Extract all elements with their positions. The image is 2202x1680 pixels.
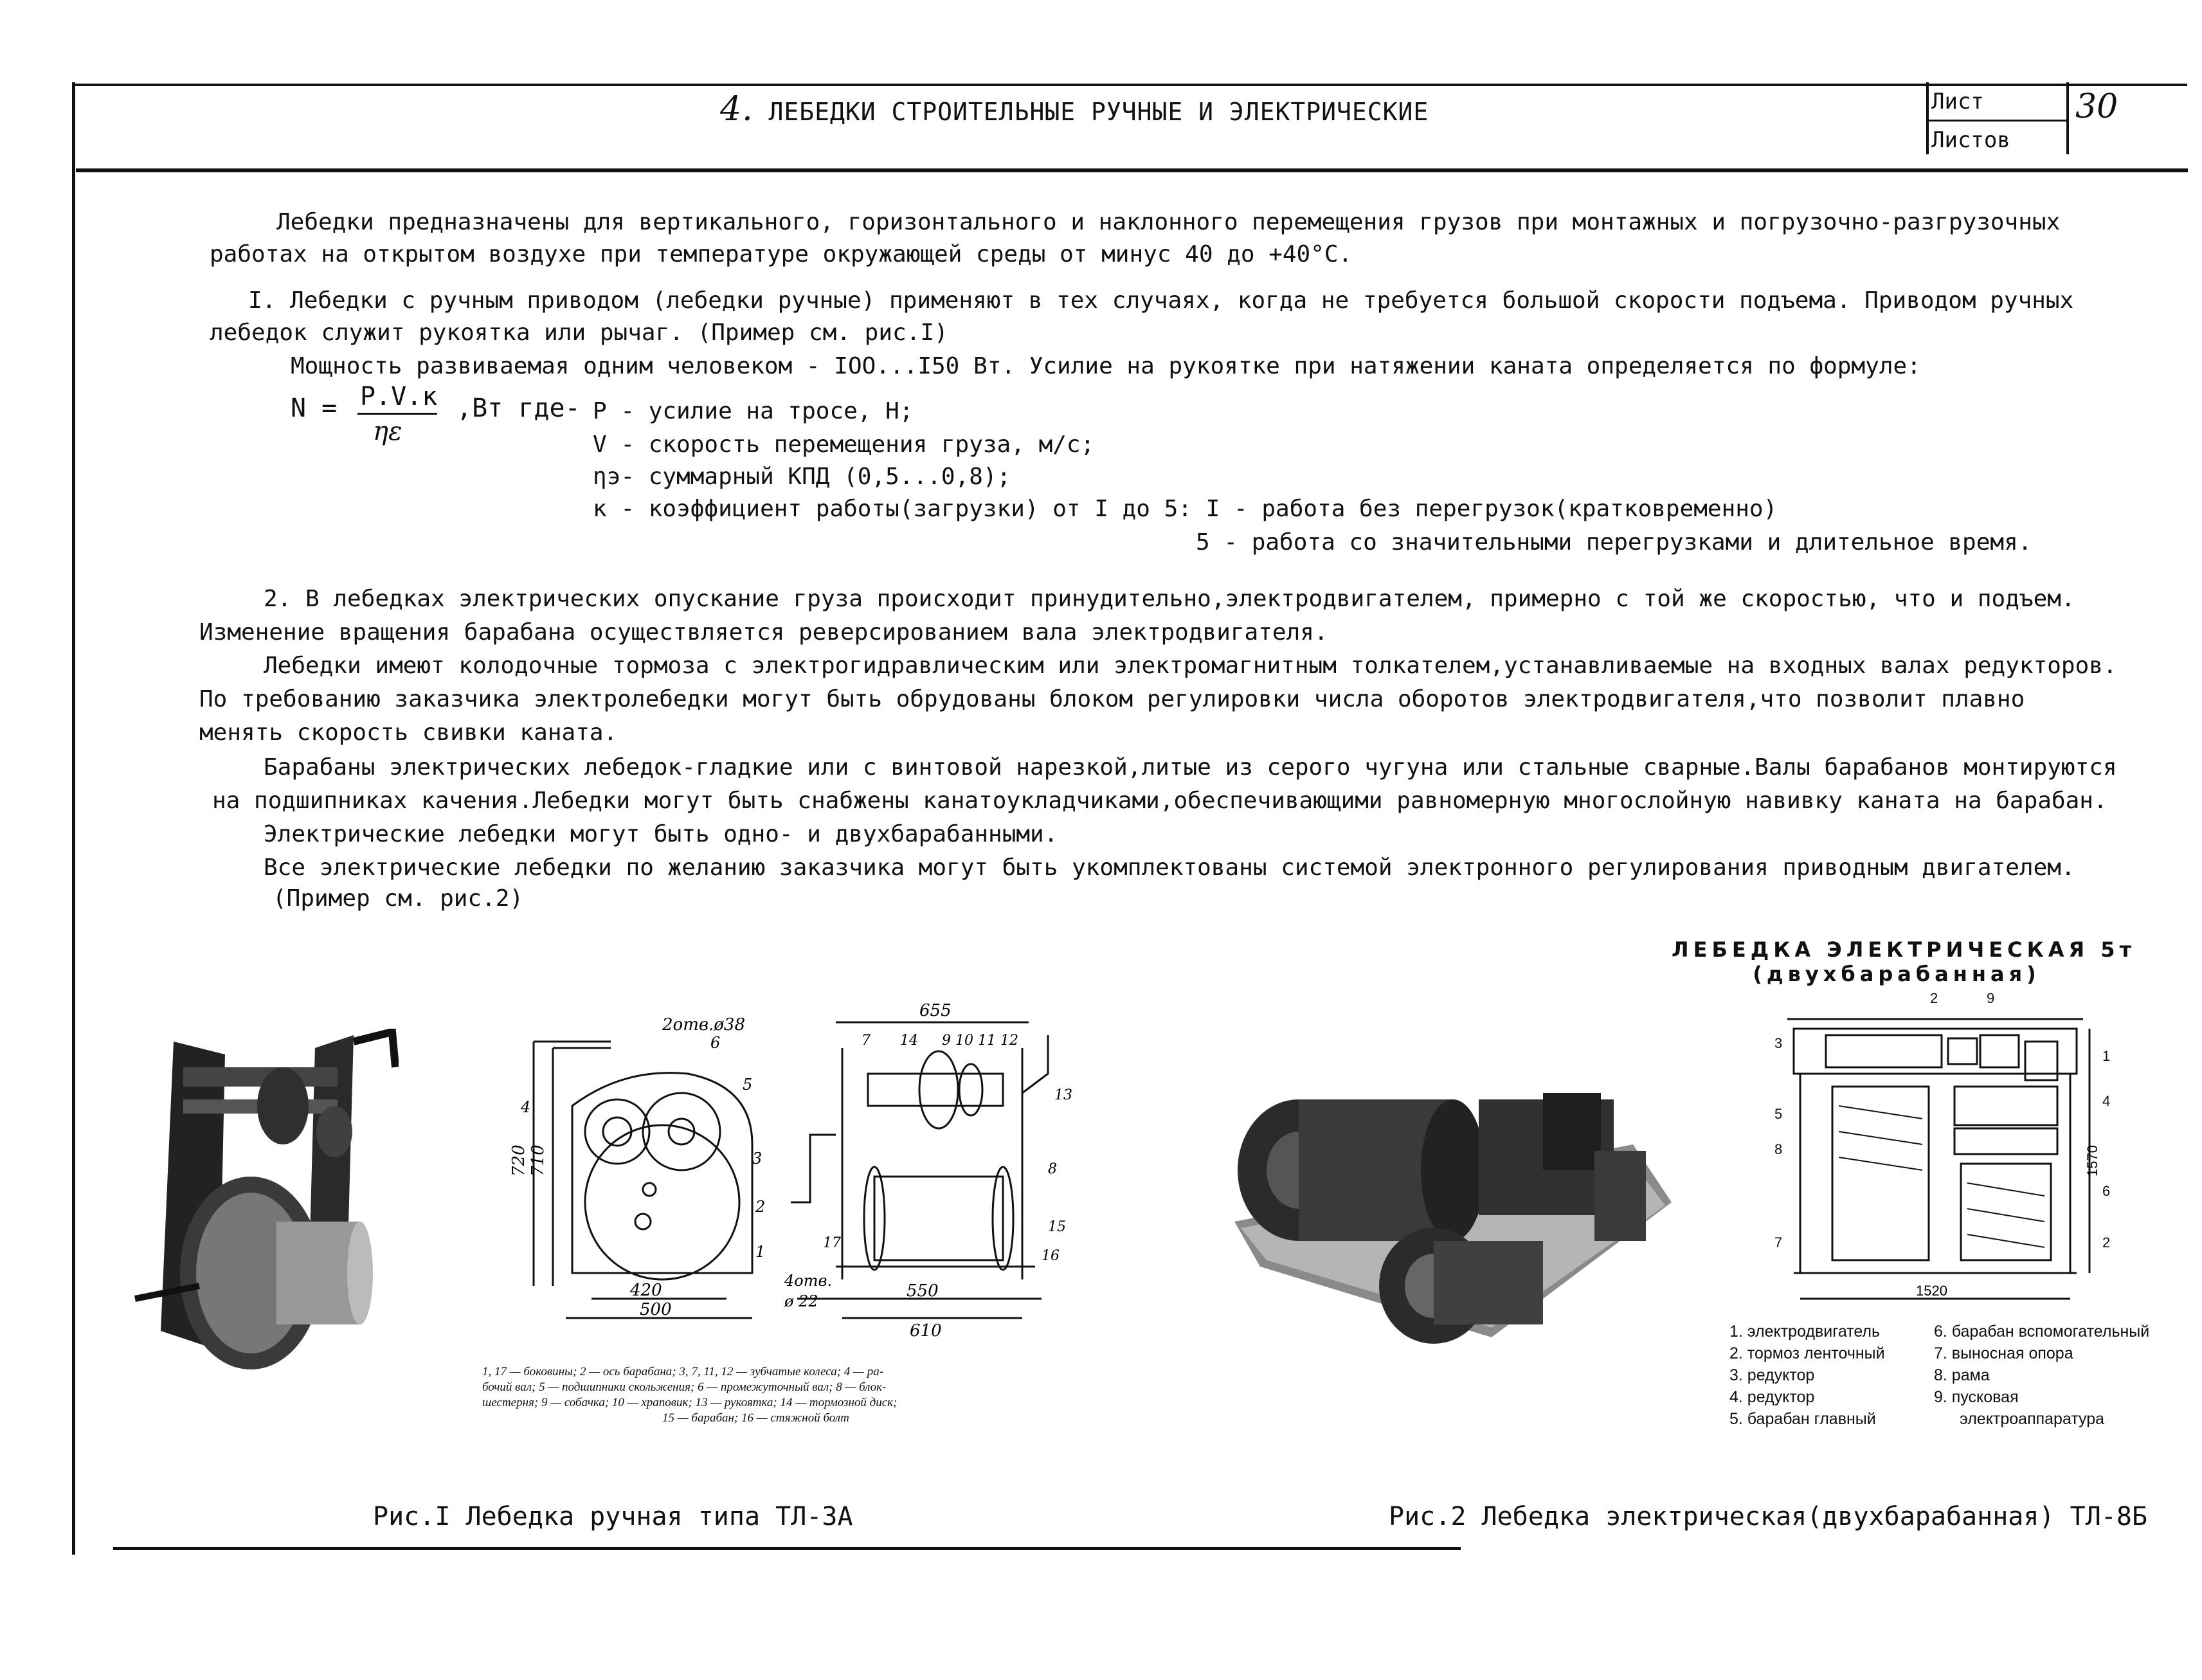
legend-item: 6. барабан вспомогательный	[1934, 1323, 2150, 1341]
svg-text:9 10 11 12: 9 10 11 12	[942, 1033, 1018, 1049]
hand-winch-front-drawing	[772, 997, 1093, 1344]
dim-1570: 1570	[2084, 1145, 2100, 1177]
header-rule	[76, 168, 2188, 172]
section2-line-2: Изменение вращения барабана осуществляется реверсированием вала электродвигателя.	[199, 619, 1328, 646]
section2-line-5: менять скорость свивки каната.	[199, 719, 618, 746]
svg-text:15: 15	[1048, 1219, 1066, 1235]
fig2-legend-right	[1934, 1321, 2149, 1430]
svg-text:6: 6	[710, 1034, 721, 1052]
sheet-label: Лист	[1931, 89, 1984, 114]
fig1-caption: Рис.I Лебедка ручная типа ТЛ-3А	[373, 1502, 853, 1531]
svg-text:16: 16	[1042, 1248, 1060, 1264]
fig2-title: ЛЕБЕДКА ЭЛЕКТРИЧЕСКАЯ 5т	[1672, 937, 2136, 962]
legend-item: 2. тормоз ленточный	[1729, 1344, 1885, 1362]
dim-610: 610	[910, 1321, 942, 1341]
svg-text:3: 3	[752, 1150, 763, 1168]
svg-text:6: 6	[2102, 1183, 2111, 1199]
fig2-caption: Рис.2 Лебедка электрическая(двухбарабанная) ТЛ-8Б	[1389, 1502, 2148, 1531]
legend-item: 9. пусковая	[1934, 1388, 2019, 1406]
electric-winch-photo	[1222, 1054, 1684, 1350]
section2-line-4: По требованию заказчика электролебедки могут быть обрудованы блоком регулировки числа оборотов электродвигателя,что позволит плавно	[199, 686, 2025, 712]
svg-text:5: 5	[743, 1076, 753, 1094]
legend-item: 5. барабан главный	[1729, 1410, 1876, 1428]
dim-500: 500	[640, 1300, 672, 1319]
svg-text:9: 9	[1987, 990, 1995, 1006]
frame-top-border	[72, 84, 2187, 86]
dim-4holes: 4отв.	[784, 1272, 833, 1290]
section2-line-8: Электрические лебедки могут быть одно- и двухбарабанными.	[264, 821, 1058, 847]
page-title: 4. ЛЕБЕДКИ СТРОИТЕЛЬНЫЕ РУЧНЫЕ И ЭЛЕКТРИЧЕСКИЕ	[720, 90, 1429, 129]
formula-def-v: V - скорость перемещения груза, м/с;	[593, 431, 1095, 458]
formula-denominator: ηε	[373, 417, 402, 446]
dim-550: 550	[907, 1281, 939, 1301]
legend-item: 7. выносная опора	[1934, 1344, 2073, 1362]
section2-line-10: (Пример см. рис.2)	[273, 885, 524, 912]
fig2-subtitle: (двухбарабанная)	[1753, 962, 2041, 986]
svg-text:7: 7	[1774, 1234, 1783, 1251]
formula-def-k2: 5 - работа со значительными перегрузками и длительное время.	[1196, 529, 2032, 555]
section1-line-2: лебедок служит рукоятка или рычаг. (Пример см. рис.I)	[210, 320, 948, 346]
svg-text:3: 3	[1774, 1035, 1783, 1051]
sheets-label: Листов	[1931, 127, 2010, 153]
legend-item: 3. редуктор	[1729, 1366, 1815, 1384]
formula-def-p: P - усилие на тросе, Н;	[593, 398, 914, 424]
legend-item: 8. рама	[1934, 1366, 1990, 1384]
svg-text:2: 2	[1930, 990, 1938, 1006]
svg-text:2: 2	[755, 1198, 766, 1216]
svg-text:8: 8	[1774, 1141, 1783, 1157]
fig1-note-3: шестерня; 9 — собачка; 10 — храповик; 13 — рукоятка; 14 — тормозной диск;	[482, 1396, 898, 1409]
section2-line-7: на подшипниках качения.Лебедки могут быть снабжены канатоукладчиками,обеспечивающими равномерную многослойную навивку каната на барабан.	[212, 788, 2107, 814]
hand-winch-photo	[122, 1029, 399, 1389]
svg-text:13: 13	[1054, 1087, 1072, 1103]
section2-line-3: Лебедки имеют колодочные тормоза с электрогидравлическим или электромагнитным толкателем,устанавливаемые на входных валах редукторов.	[264, 653, 2117, 679]
dim-1520: 1520	[1916, 1283, 1947, 1299]
formula-numerator: P.V.к	[360, 382, 438, 411]
svg-text:8: 8	[1048, 1161, 1057, 1177]
hand-winch-side-drawing	[495, 1016, 817, 1337]
dim-655: 655	[919, 1001, 952, 1020]
svg-text:17: 17	[823, 1235, 841, 1251]
dim-420: 420	[630, 1281, 662, 1300]
section1-line-1: I. Лебедки с ручным приводом (лебедки ручные) применяют в тех случаях, когда не требуется большой скорости подъема. Приводом ручных	[248, 287, 2074, 314]
dim-holes: 2отв.ø38	[662, 1016, 745, 1034]
fig1-note-2: бочий вал; 5 — подшипники скольжения; 6 — промежуточный вал; 8 — блок-	[482, 1380, 887, 1394]
svg-text:1: 1	[2102, 1048, 2111, 1064]
legend-item: 4. редуктор	[1729, 1388, 1815, 1406]
fig1-note-1: 1, 17 — боковины; 2 — ось барабана; 3, 7, 11, 12 — зубчатые колеса; 4 — ра-	[482, 1365, 884, 1378]
formula-units: ,Вт где-	[456, 393, 581, 423]
dim-710: 710	[528, 1144, 548, 1177]
svg-text:1: 1	[755, 1243, 766, 1261]
legend-item: 1. электродвигатель	[1729, 1323, 1881, 1341]
formula-def-k: к - коэффициент работы(загрузки) от I до 5: I - работа без перегрузок(кратковременно)	[593, 496, 1778, 522]
frame-left-border	[72, 82, 75, 1555]
svg-text:4: 4	[521, 1098, 531, 1116]
fig1-note-4: 15 — барабан; 16 — стяжной болт	[662, 1411, 849, 1425]
intro-line-1: Лебедки предназначены для вертикального, горизонтального и наклонного перемещения грузов при монтажных и погрузочно-разгрузочных	[276, 209, 2061, 235]
formula-lhs: N =	[291, 393, 338, 423]
intro-line-2: работах на открытом воздухе при температуре окружающей среды от минус 40 до +40°С.	[210, 241, 1353, 267]
dim-720: 720	[509, 1144, 528, 1177]
frame-bottom-border	[113, 1547, 1461, 1550]
dim-22: ø 22	[784, 1292, 818, 1310]
fraction-bar	[357, 413, 437, 415]
fig2-legend-left	[1729, 1321, 1885, 1430]
svg-text:5: 5	[1774, 1106, 1783, 1122]
svg-text:2: 2	[2102, 1234, 2111, 1251]
sheet-box-divider	[1926, 120, 2066, 122]
svg-text:7: 7	[862, 1033, 871, 1049]
svg-text:14: 14	[900, 1033, 918, 1049]
section2-line-6: Барабаны электрических лебедок-гладкие или с винтовой нарезкой,литые из серого чугуна или стальные сварные.Валы барабанов монтируются	[264, 754, 2117, 781]
electric-winch-schematic	[1762, 990, 2122, 1318]
formula-def-eta: ηэ- суммарный КПД (0,5...0,8);	[593, 464, 1011, 490]
section2-line-9: Все электрические лебедки по желанию заказчика могут быть укомплектованы системой электронного регулирования приводным двигателем.	[264, 854, 2075, 881]
sheet-number: 30	[2075, 87, 2118, 126]
svg-text:4: 4	[2102, 1093, 2111, 1109]
section2-line-1: 2. В лебедках электрических опускание груза происходит принудительно,электродвигателем, примерно с той же скоростью, что и подъем.	[264, 586, 2075, 612]
section1-line-3: Мощность развиваемая одним человеком - IOO...I50 Вт. Усилие на рукоятке при натяжении каната определяется по формуле:	[291, 353, 1921, 379]
legend-item: электроаппаратура	[1960, 1410, 2105, 1428]
